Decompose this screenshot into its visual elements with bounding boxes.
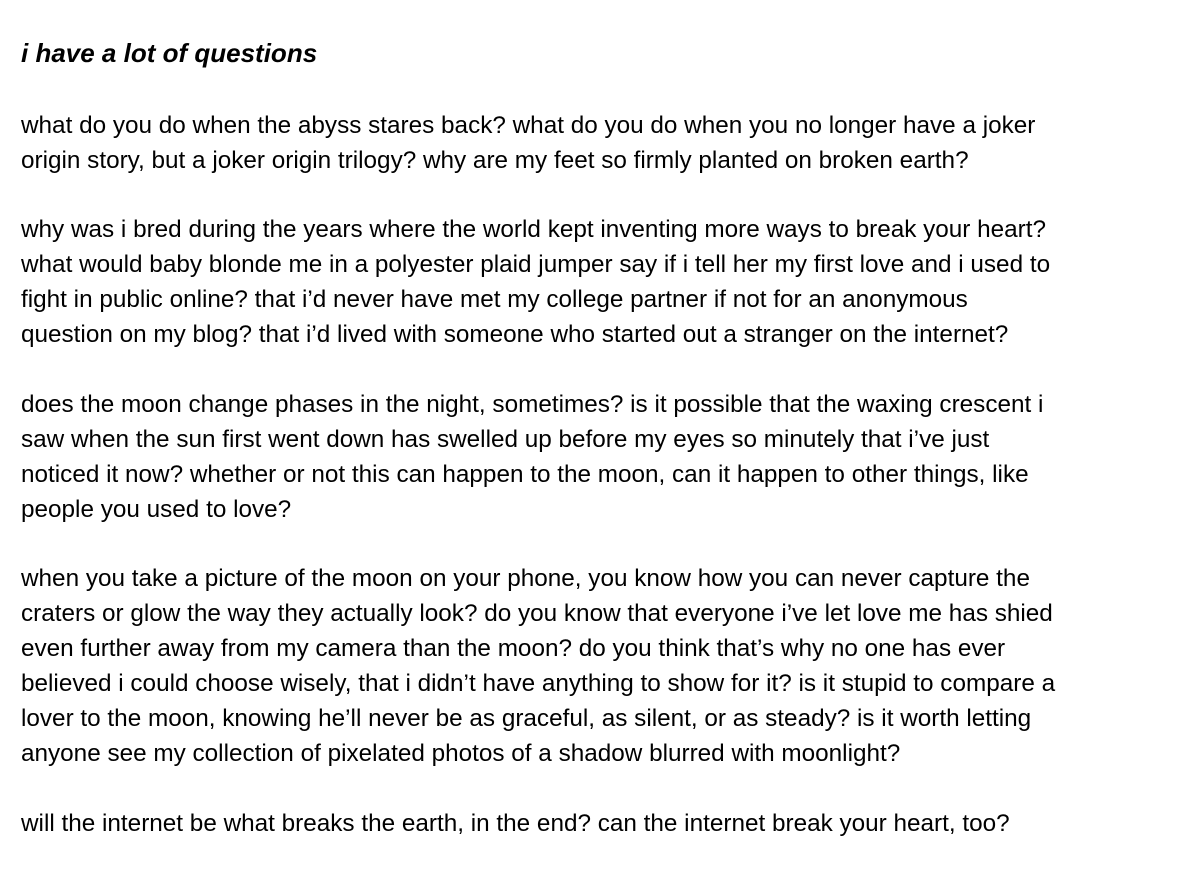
paragraph-5 (21, 806, 1181, 841)
paragraph-4 (21, 561, 1181, 771)
paragraph-line: what do you do when the abyss stares back? what do you do when you no longer have a joker (21, 112, 1036, 139)
paragraph-line: what would baby blonde me in a polyester plaid jumper say if i tell her my first love and i used to (21, 251, 1051, 278)
paragraph-2 (21, 212, 1181, 352)
paragraph-line: anyone see my collection of pixelated photos of a shadow blurred with moonlight? (21, 740, 901, 767)
paragraph-line: question on my blog? that i’d lived with someone who started out a stranger on the internet? (21, 321, 1009, 348)
paragraph-line: will the internet be what breaks the earth, in the end? can the internet break your heart, too? (21, 810, 1010, 837)
paragraph-line: believed i could choose wisely, that i didn’t have anything to show for it? is it stupid to compare a (21, 670, 1056, 697)
paragraph-line: craters or glow the way they actually look? do you know that everyone i’ve let love me has shied (21, 600, 1053, 627)
paragraph-line: lover to the moon, knowing he’ll never be as graceful, as silent, or as steady? is it worth letting (21, 705, 1032, 732)
paragraph-line: even further away from my camera than the moon? do you think that’s why no one has ever (21, 635, 1006, 662)
paragraph-line: when you take a picture of the moon on your phone, you know how you can never capture the (21, 565, 1030, 592)
paragraph-line: noticed it now? whether or not this can happen to the moon, can it happen to other things, like (21, 461, 1029, 488)
paragraph-line: people you used to love? (21, 496, 292, 523)
document-title: i have a lot of questions (21, 38, 318, 68)
paragraph-3 (21, 387, 1181, 527)
paragraph-line: fight in public online? that i’d never have met my college partner if not for an anonymous (21, 286, 968, 313)
paragraph-line: saw when the sun first went down has swelled up before my eyes so minutely that i’ve just (21, 426, 990, 453)
paragraph-line: origin story, but a joker origin trilogy? why are my feet so firmly planted on broken earth? (21, 147, 969, 174)
paragraph-line: why was i bred during the years where the world kept inventing more ways to break your heart? (21, 216, 1047, 243)
paragraph-line: does the moon change phases in the night, sometimes? is it possible that the waxing crescent i (21, 391, 1044, 418)
paragraph-1 (21, 108, 1181, 178)
